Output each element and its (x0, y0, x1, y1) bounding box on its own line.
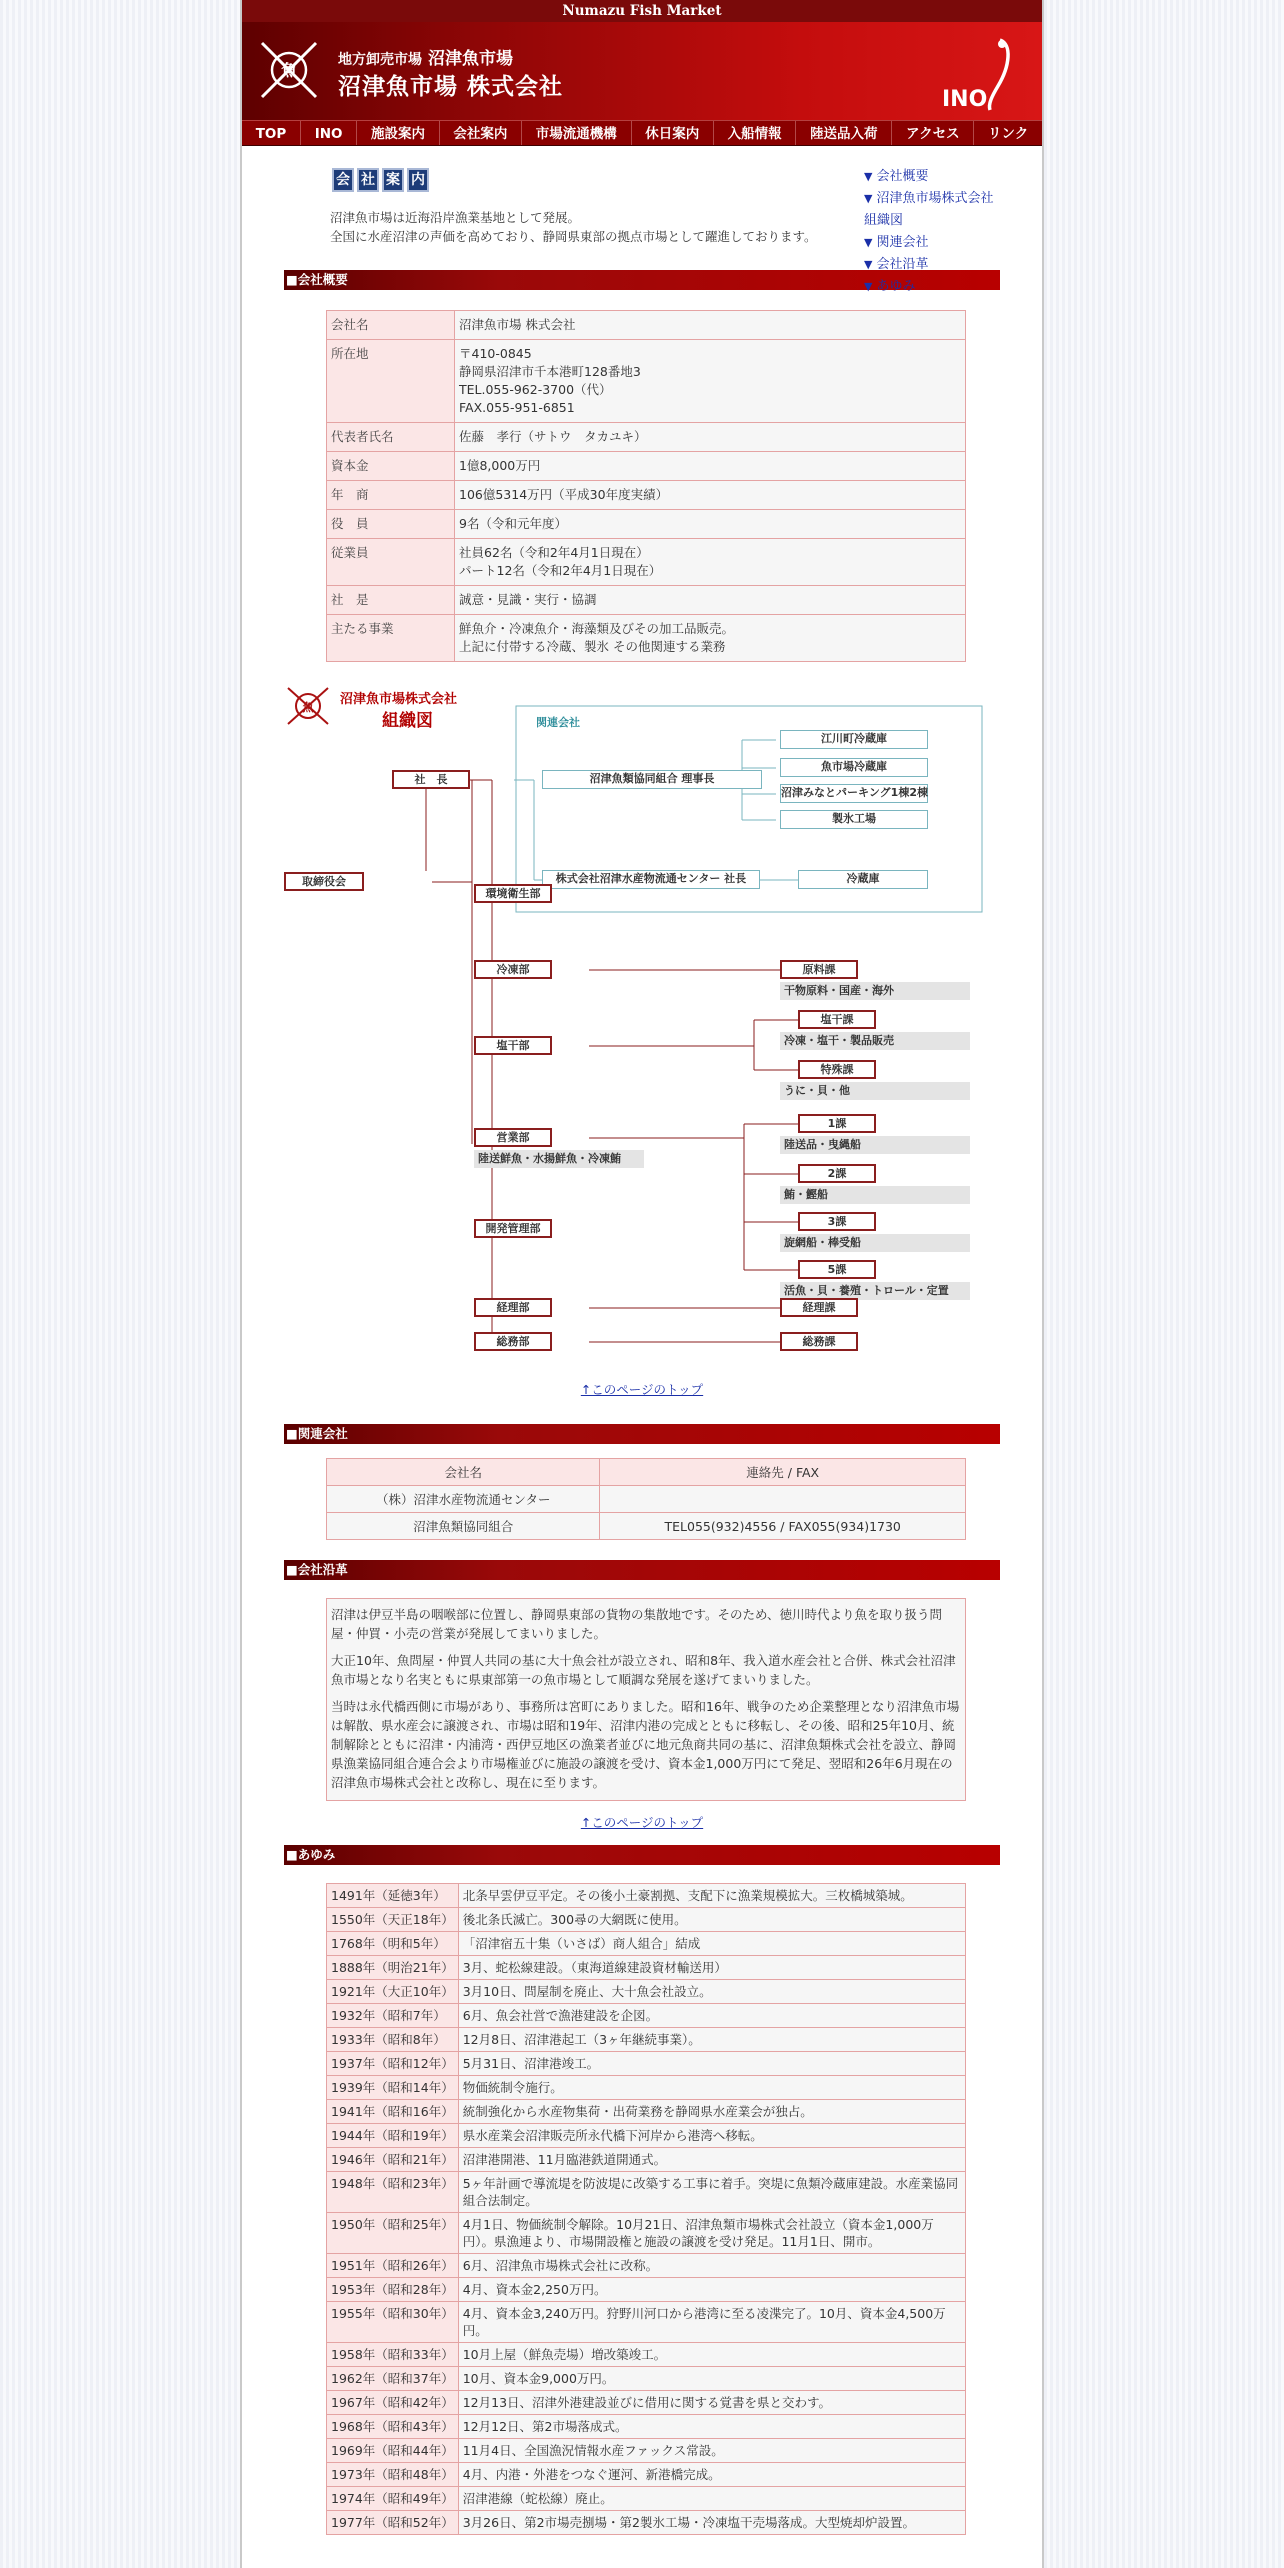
company-history-text (326, 1598, 966, 1801)
overview-value (455, 586, 966, 615)
nav-distribution[interactable]: 市場流通機構 (522, 121, 631, 145)
badge-char: 会 (332, 168, 354, 192)
triangle-down-icon: ▼ (864, 258, 873, 271)
ayumi-table (326, 1883, 966, 2535)
intro-line: 全国に水産沼津の声価を高めており、静岡県東部の拠点市場として躍進しております。 (330, 229, 817, 244)
overview-value-line: 静岡県沼津市千本港町128番地3 (459, 364, 641, 379)
overview-value-line: 〒410-0845 (459, 346, 532, 361)
overview-value-line: 沼津魚市場 株式会社 (459, 317, 576, 332)
overview-value (455, 452, 966, 481)
org-box-dept: 総務部 (474, 1332, 552, 1351)
table-row (327, 311, 966, 340)
overview-key: 年 商 (327, 481, 455, 510)
table-row (327, 2148, 966, 2172)
org-box-president: 社 長 (392, 770, 470, 789)
org-box-rel-unit: 製氷工場 (780, 810, 928, 829)
org-box-rel-unit: 江川町冷蔵庫 (780, 730, 928, 749)
overview-key: 社 是 (327, 586, 455, 615)
section-header-history: ■会社沿革 (284, 1560, 1000, 1580)
ayumi-year: 1939年（昭和14年） (327, 2076, 459, 2100)
back-to-top-link[interactable]: ↑このページのトップ (580, 1815, 704, 1830)
banner-market-name: 沼津魚市場 (428, 49, 513, 69)
svg-text:魚: 魚 (280, 61, 298, 80)
table-row (327, 2439, 966, 2463)
nav-holidays[interactable]: 休日案内 (632, 121, 714, 145)
overview-value (455, 340, 966, 423)
main-content (242, 146, 1042, 2535)
overview-value (455, 311, 966, 340)
banner-market-type: 地方卸売市場 (338, 52, 422, 68)
overview-value (455, 615, 966, 662)
org-box-section: 1課 (798, 1114, 876, 1133)
org-box-center: 株式会社沼津水産物流通センター 社長 (542, 870, 760, 889)
org-box-dept: 環境衛生部 (474, 884, 552, 903)
intro-area (284, 146, 1000, 294)
svg-text:魚: 魚 (302, 701, 314, 714)
org-box-dept: 開発管理部 (474, 1219, 552, 1238)
table-row (327, 586, 966, 615)
table-row (327, 2172, 966, 2213)
ayumi-year: 1944年（昭和19年） (327, 2124, 459, 2148)
eigyo-note: 陸送鮮魚・水揚鮮魚・冷凍鮪 (474, 1150, 644, 1168)
overview-key: 会社名 (327, 311, 455, 340)
ayumi-event: 統制強化から水産物集荷・出荷業務を静岡県水産業会が独占。 (458, 2100, 965, 2124)
table-row (327, 1956, 966, 1980)
triangle-down-icon: ▼ (864, 280, 873, 293)
ayumi-event: 4月、資本金3,240万円。狩野川河口から港湾に至る凌渫完了。10月、資本金4,500万円。 (458, 2302, 965, 2343)
ayumi-year: 1968年（昭和43年） (327, 2415, 459, 2439)
overview-value-line: FAX.055-951-6851 (459, 400, 575, 415)
site-banner[interactable] (242, 22, 1042, 120)
table-header-row (327, 1459, 966, 1486)
ayumi-year: 1955年（昭和30年） (327, 2302, 459, 2343)
overview-key: 所在地 (327, 340, 455, 423)
overview-value-line: 9名（令和元年度） (459, 516, 567, 531)
ayumi-event: 5月31日、沼津港竣工。 (458, 2052, 965, 2076)
table-row (327, 539, 966, 586)
ayumi-year: 1973年（昭和48年） (327, 2463, 459, 2487)
nav-facilities[interactable]: 施設案内 (357, 121, 439, 145)
nav-ino[interactable]: INO (301, 121, 357, 145)
ayumi-event: 6月、沼津魚市場株式会社に改称。 (458, 2254, 965, 2278)
table-row (327, 2463, 966, 2487)
overview-key: 役 員 (327, 510, 455, 539)
org-box-dept: 冷凍部 (474, 960, 552, 979)
table-row (327, 2302, 966, 2343)
org-box-section: 塩干課 (798, 1010, 876, 1029)
ayumi-event: 6月、魚会社営で漁港建設を企図。 (458, 2004, 965, 2028)
ayumi-year: 1550年（天正18年） (327, 1908, 459, 1932)
table-row (327, 2254, 966, 2278)
overview-value (455, 539, 966, 586)
ayumi-event: 4月、内港・外港をつなぐ運河、新港橋完成。 (458, 2463, 965, 2487)
org-box-section: 経理課 (780, 1298, 858, 1317)
banner-subtitle (338, 44, 513, 69)
intro-line: 沼津魚市場は近海沿岸漁業基地として発展。 (330, 210, 581, 225)
org-logo-icon (288, 688, 328, 724)
related-companies-label: 関連会社 (536, 716, 580, 729)
anchor-link-label: 会社概要 (876, 169, 929, 184)
table-row (327, 340, 966, 423)
top-title-bar: Numazu Fish Market (242, 0, 1042, 22)
overview-key: 主たる事業 (327, 615, 455, 662)
section-note: うに・貝・他 (780, 1082, 970, 1100)
table-row (327, 1980, 966, 2004)
table-row (327, 2076, 966, 2100)
section-header-ayumi: ■あゆみ (284, 1845, 1000, 1865)
table-row (327, 2415, 966, 2439)
ayumi-event: 12月8日、沼津港起工（3ヶ年継続事業）。 (458, 2028, 965, 2052)
table-row (327, 1932, 966, 1956)
ayumi-event: 12月12日、第2市場落成式。 (458, 2415, 965, 2439)
back-to-top-link[interactable]: ↑このページのトップ (580, 1382, 704, 1397)
overview-value-line: 社員62名（令和2年4月1日現在） (459, 545, 649, 560)
ayumi-event: 12月13日、沼津外港建設並びに借用に関する覚書を県と交わす。 (458, 2391, 965, 2415)
overview-value-line: パート12名（令和2年4月1日現在） (459, 563, 662, 578)
table-row (327, 1486, 966, 1513)
table-row (327, 2487, 966, 2511)
badge-char: 案 (382, 168, 404, 192)
badge-char: 内 (407, 168, 429, 192)
anchor-link-label: 会社沿革 (876, 257, 929, 272)
ayumi-year: 1977年（昭和52年） (327, 2511, 459, 2535)
overview-key: 従業員 (327, 539, 455, 586)
ayumi-event: 3月、蛇松線建設。（東海道線建設資材輸送用） (458, 1956, 965, 1980)
overview-value-line: TEL.055-962-3700（代） (459, 382, 612, 397)
ayumi-event: 沼津港開港、11月臨港鉄道開通式。 (458, 2148, 965, 2172)
column-header: 連絡先 / FAX (600, 1459, 966, 1486)
ayumi-year: 1941年（昭和16年） (327, 2100, 459, 2124)
table-row (327, 2004, 966, 2028)
ayumi-event: 「沼津宿五十集（いさば）商人組合」結成 (458, 1932, 965, 1956)
company-overview-table (326, 310, 966, 662)
overview-value-line: 誠意・見識・実行・協調 (459, 592, 597, 607)
intro-text (330, 208, 817, 246)
section-header-overview: ■会社概要 (284, 270, 1000, 290)
overview-value-line: 106億5314万円（平成30年度実績） (459, 487, 669, 502)
overview-value-line: 佐藤 孝行（サトウ タカユキ） (459, 429, 647, 444)
banner-company-name: 沼津魚市場 株式会社 (338, 74, 564, 100)
table-cell: 沼津魚類協同組合 (327, 1513, 600, 1540)
related-companies-table (326, 1458, 966, 1540)
triangle-down-icon: ▼ (864, 192, 873, 205)
ayumi-year: 1967年（昭和42年） (327, 2391, 459, 2415)
org-box-section: 特殊課 (798, 1060, 876, 1079)
main-nav (242, 120, 1042, 146)
table-row (327, 2511, 966, 2535)
column-header: 会社名 (327, 1459, 600, 1486)
history-paragraph: 大正10年、魚問屋・仲買人共同の基に大十魚会社が設立され、昭和8年、我入道水産会社と合併、株式会社沼津魚市場となり名実ともに県東部第一の魚市場として順調な発展を遂げてまいりました。 (331, 1653, 956, 1687)
org-box-rel-unit: 魚市場冷蔵庫 (780, 758, 928, 777)
overview-key: 代表者氏名 (327, 423, 455, 452)
ayumi-year: 1953年（昭和28年） (327, 2278, 459, 2302)
org-chart-title: 組織図 (382, 711, 433, 731)
table-row (327, 510, 966, 539)
anchor-link-related[interactable] (864, 232, 1000, 254)
page-anchor-links (864, 166, 1000, 298)
org-box-section: 5課 (798, 1260, 876, 1279)
org-chart (284, 684, 1000, 1424)
table-row (327, 2213, 966, 2254)
org-box-section: 3課 (798, 1212, 876, 1231)
org-box-section: 総務課 (780, 1332, 858, 1351)
table-row (327, 2278, 966, 2302)
ino-logo-icon (940, 36, 1020, 112)
ayumi-year: 1974年（昭和49年） (327, 2487, 459, 2511)
ayumi-year: 1768年（明和5年） (327, 1932, 459, 1956)
table-row (327, 2052, 966, 2076)
history-paragraph: 沼津は伊豆半島の咽喉部に位置し、静岡県東部の貨物の集散地です。そのため、徳川時代より魚を取り扱う問屋・仲買・小売の営業が発展してまいりました。 (331, 1607, 943, 1641)
org-box-section: 原料課 (780, 960, 858, 979)
ayumi-event: 沼津港線（蛇松線）廃止。 (458, 2487, 965, 2511)
section-note: 干物原料・国産・海外 (780, 982, 970, 1000)
company-logo-icon (258, 39, 320, 101)
table-row (327, 2028, 966, 2052)
overview-key: 資本金 (327, 452, 455, 481)
table-row (327, 423, 966, 452)
ayumi-event: 10月上屋（鮮魚売場）増改築竣工。 (458, 2343, 965, 2367)
ayumi-year: 1948年（昭和23年） (327, 2172, 459, 2213)
org-box-board: 取締役会 (284, 872, 364, 891)
overview-value-line: 上記に付帯する冷蔵、製氷 その他関連する業務 (459, 639, 726, 654)
section-header-related: ■関連会社 (284, 1424, 1000, 1444)
ayumi-year: 1962年（昭和37年） (327, 2367, 459, 2391)
nav-top[interactable]: TOP (242, 121, 301, 145)
ino-brand-text: INO (942, 87, 988, 112)
org-box-dept: 営業部 (474, 1128, 552, 1147)
org-chart-company: 沼津魚市場株式会社 (340, 692, 458, 707)
anchor-link-overview[interactable] (864, 166, 1000, 188)
page-container (242, 0, 1042, 2568)
badge-char: 社 (357, 168, 379, 192)
org-box-cold-storage: 冷蔵庫 (798, 870, 928, 889)
nav-ship-info[interactable]: 入船情報 (714, 121, 796, 145)
ayumi-year: 1946年（昭和21年） (327, 2148, 459, 2172)
ayumi-year: 1937年（昭和12年） (327, 2052, 459, 2076)
ayumi-event: 県水産業会沼津販売所永代橋下河岸から港湾へ移転。 (458, 2124, 965, 2148)
ayumi-event: 3月10日、問屋制を廃止、大十魚会社設立。 (458, 1980, 965, 2004)
table-row (327, 1513, 966, 1540)
table-row (327, 2367, 966, 2391)
table-row (327, 1884, 966, 1908)
ayumi-event: 3月26日、第2市場売捌場・第2製氷工場・冷凍塩干売場落成。大型焼却炉設置。 (458, 2511, 965, 2535)
ayumi-year: 1951年（昭和26年） (327, 2254, 459, 2278)
ayumi-event: 北条早雲伊豆平定。その後小土豪割拠、支配下に漁業規模拡大。三枚橋城築城。 (458, 1884, 965, 1908)
section-note: 鮪・鰹船 (780, 1186, 970, 1204)
history-paragraph: 当時は永代橋西側に市場があり、事務所は宮町にありました。昭和16年、戦争のため企業整理となり沼津魚市場は解散、県水産会に譲渡され、市場は昭和19年、沼津内港の完成とともに移転し、その後、昭和25年10月、統制解除とともに沼津・内浦湾・西伊豆地区の漁業者並びに地元魚商共同の基に、沼津魚類株式会社を設立、静岡県漁業協同組合連合会より市場権並びに施設の譲渡を受け、資本金1,000万円にて発足、翌昭和26年6月現在の沼津魚市場株式会社と改称し、現在に至ります。 (331, 1699, 960, 1790)
org-box-section: 2課 (798, 1164, 876, 1183)
ayumi-event: 4月、資本金2,250万円。 (458, 2278, 965, 2302)
org-box-association: 沼津魚類協同組合 理事長 (542, 770, 762, 789)
table-row (327, 615, 966, 662)
anchor-link-history[interactable] (864, 254, 1000, 276)
ayumi-year: 1921年（大正10年） (327, 1980, 459, 2004)
org-box-dept: 塩干部 (474, 1036, 552, 1055)
table-row (327, 481, 966, 510)
anchor-link-label: あゆみ (876, 279, 916, 294)
triangle-down-icon: ▼ (864, 236, 873, 249)
ayumi-event: 5ヶ年計画で導流堤を防波堤に改築する工事に着手。突堤に魚類冷蔵庫建設。水産業協同組合法制定。 (458, 2172, 965, 2213)
table-cell (600, 1486, 966, 1513)
ayumi-event: 4月1日、物価統制令解除。10月21日、沼津魚類市場株式会社設立（資本金1,000万円）。県漁連より、市場開設権と施設の譲渡を受け発足。11月1日、開市。 (458, 2213, 965, 2254)
ayumi-year: 1958年（昭和33年） (327, 2343, 459, 2367)
nav-company[interactable]: 会社案内 (440, 121, 522, 145)
nav-access[interactable]: アクセス (892, 121, 974, 145)
overview-value (455, 510, 966, 539)
nav-land-arrivals[interactable]: 陸送品入荷 (796, 121, 892, 145)
table-cell: TEL055(932)4556 / FAX055(934)1730 (600, 1513, 966, 1540)
anchor-link-label: 関連会社 (876, 235, 929, 250)
anchor-link-label: 沼津魚市場株式会社組織図 (864, 191, 994, 228)
ayumi-event: 10月、資本金9,000万円。 (458, 2367, 965, 2391)
ayumi-year: 1933年（昭和8年） (327, 2028, 459, 2052)
table-cell: （株）沼津水産物流通センター (327, 1486, 600, 1513)
nav-links[interactable]: リンク (988, 126, 1029, 142)
overview-value-line: 1億8,000万円 (459, 458, 541, 473)
triangle-down-icon: ▼ (864, 170, 873, 183)
ayumi-year: 1969年（昭和44年） (327, 2439, 459, 2463)
anchor-link-ayumi[interactable] (864, 276, 1000, 298)
section-note: 冷凍・塩干・製品販売 (780, 1032, 970, 1050)
table-row (327, 2343, 966, 2367)
table-row (327, 2100, 966, 2124)
overview-value (455, 423, 966, 452)
ayumi-event: 物価統制令施行。 (458, 2076, 965, 2100)
org-box-rel-unit: 沼津みなとパーキング1棟2棟 (780, 784, 928, 803)
org-box-dept: 経理部 (474, 1298, 552, 1317)
table-row (327, 452, 966, 481)
section-note: 活魚・貝・養殖・トロール・定置 (780, 1282, 970, 1300)
overview-value (455, 481, 966, 510)
table-row (327, 1908, 966, 1932)
ayumi-event: 11月4日、全国漁況情報水産ファックス常設。 (458, 2439, 965, 2463)
table-row (327, 2391, 966, 2415)
ayumi-year: 1491年（延徳3年） (327, 1884, 459, 1908)
anchor-link-org-chart[interactable] (864, 188, 1000, 232)
page-title-badge (332, 168, 429, 192)
ayumi-year: 1888年（明治21年） (327, 1956, 459, 1980)
ayumi-year: 1950年（昭和25年） (327, 2213, 459, 2254)
section-note: 旋網船・棒受船 (780, 1234, 970, 1252)
table-row (327, 2124, 966, 2148)
section-note: 陸送品・曳縄船 (780, 1136, 970, 1154)
ayumi-event: 後北条氏滅亡。300尋の大網既に使用。 (458, 1908, 965, 1932)
overview-value-line: 鮮魚介・冷凍魚介・海藻類及びその加工品販売。 (459, 621, 735, 636)
ayumi-year: 1932年（昭和7年） (327, 2004, 459, 2028)
